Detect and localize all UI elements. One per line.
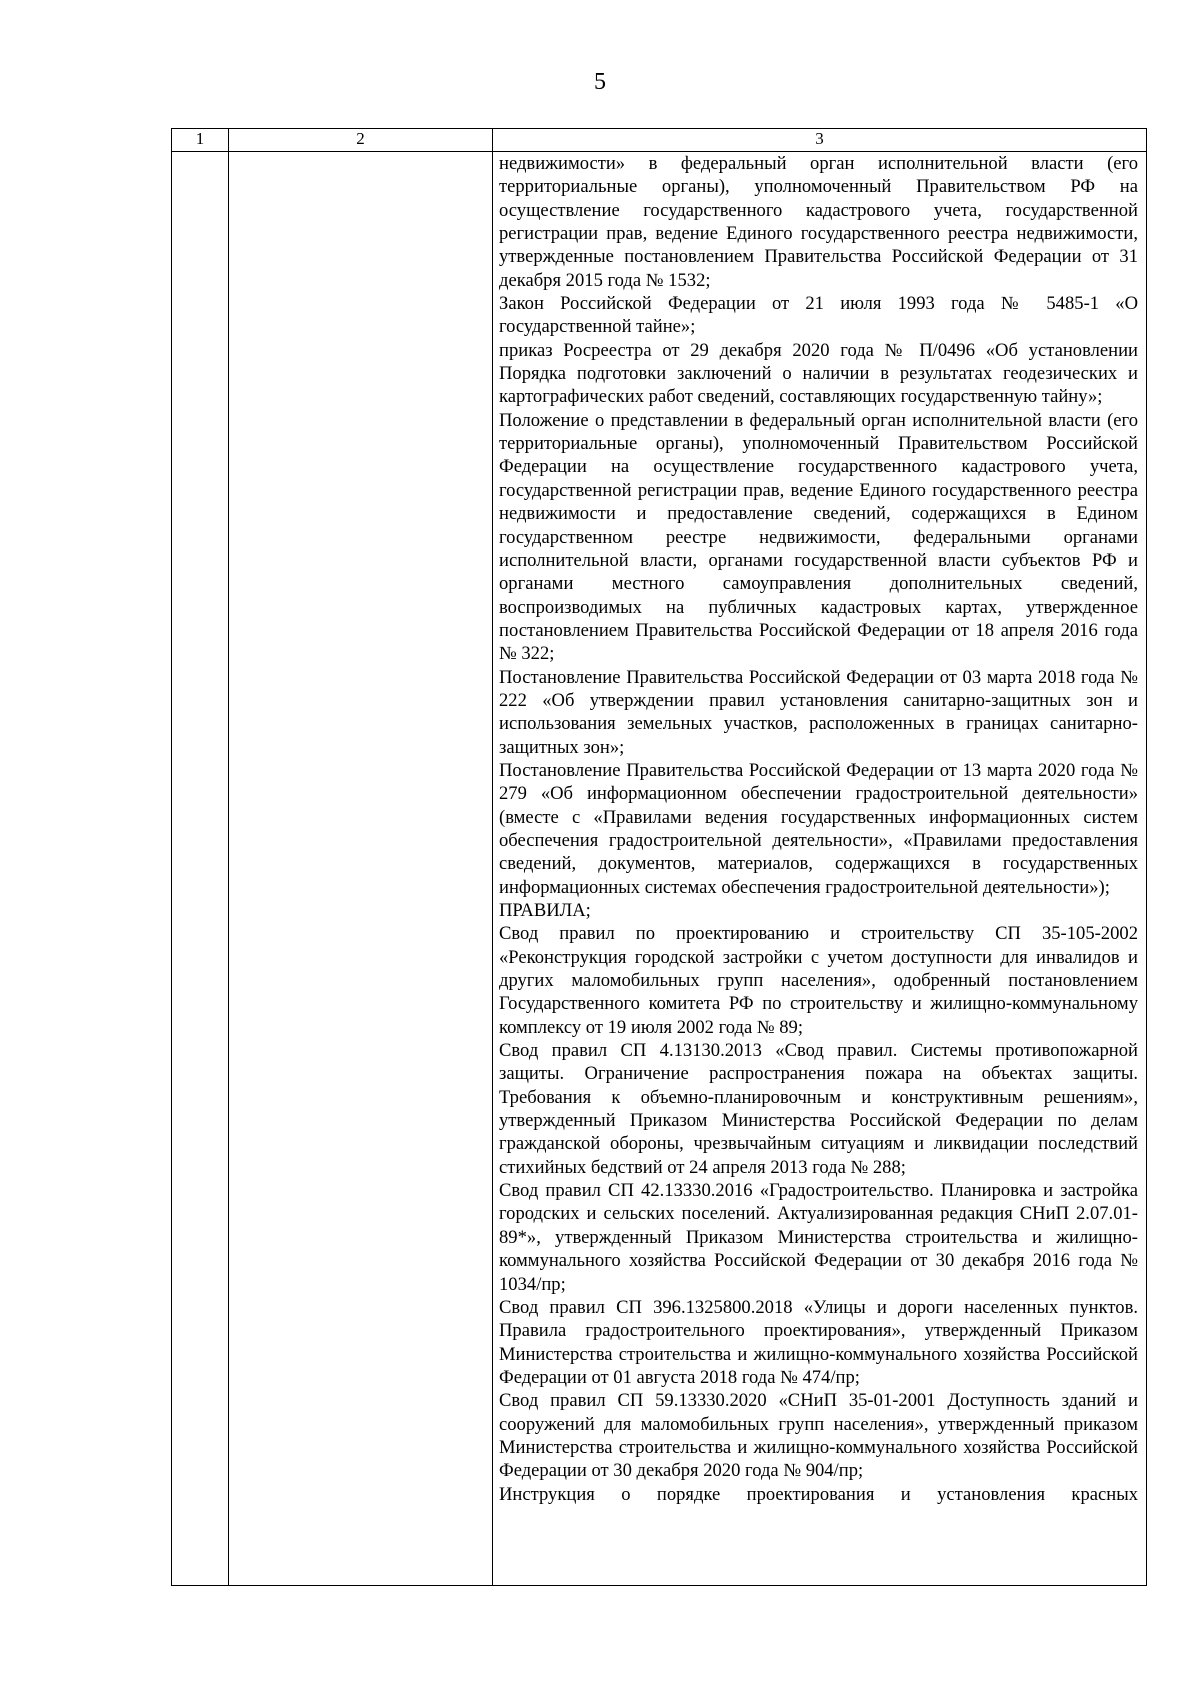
paragraph-rosreestr-order: приказ Росреестра от 29 декабря 2020 года № П/0496 «Об установлении Порядка подготовки заключений о наличии в результатах геодезических и картографических работ сведений, составляющих государственную тайну»; [499, 339, 1138, 408]
page-number: 5 [594, 69, 606, 95]
paragraph-egrn-rules: недвижимости» в федеральный орган исполнительной власти (его территориальные органы), уполномоченный Правительством РФ на осуществление государственного кадастрового учета, государственной регистрации прав, ведение Единого государственного реестра недвижимости, утвержденные постановлением Правительства Российской Федерации от 31 декабря 2015 года № 1532; [499, 153, 1138, 291]
paragraph-sp-35-105-2002: Свод правил по проектированию и строительству СП 35-105-2002 «Реконструкция городской застройки с учетом доступности для инвалидов и других маломобильных групп населения», одобренный постановлением Государственного комитета РФ по строительству и жилищно-коммунальному комплексу от 19 июля 2002 года № 89; [499, 923, 1138, 1038]
paragraph-sp-396-1325800-2018: Свод правил СП 396.1325800.2018 «Улицы и дороги населенных пунктов. Правила градостроительного проектирования», утвержденный Приказом Министерства строительства и жилищно-коммунального хозяйства Российской Федерации от 01 августа 2018 года № 474/пр; [499, 1296, 1138, 1388]
column-header-3: 3 [493, 129, 1147, 152]
paragraph-sanitary-zones-decree: Постановление Правительства Российской Федерации от 03 марта 2018 года № 222 «Об утверждении правил установления санитарно-защитных зон и использования земельных участков, расположенных в границах санитарно-защитных зон»; [499, 666, 1138, 758]
paragraph-state-secret-law: Закон Российской Федерации от 21 июля 1993 года № 5485-1 «О государственной тайне»; [499, 293, 1138, 338]
table-cell-col-3 [493, 152, 1147, 1586]
paragraph-urban-info-decree: Постановление Правительства Российской Федерации от 13 марта 2020 года № 279 «Об информационном обеспечении градостроительной деятельности» (вместе с «Правилами ведения государственных информационных систем обеспечения градостроительной деятельности», «Правилами предоставления сведений, документов, материалов, содержащихся в государственных информационных системах обеспечения градостроительной деятельности»); [499, 759, 1138, 898]
column-header-1: 1 [172, 129, 229, 152]
paragraph-red-lines-instruction: Инструкция о порядке проектирования и установления красных [499, 1483, 1138, 1505]
table-cell-col-2 [229, 152, 493, 1586]
paragraph-rules-heading: ПРАВИЛА; [499, 900, 591, 921]
paragraph-cadastral-maps-regulation: Положение о представлении в федеральный орган исполнительной власти (его территориальные органы), уполномоченный Правительством Российской Федерации на осуществление государственного кадастрового учета, государственной регистрации прав, ведение Единого государственного реестра недвижимости и предоставление сведений, содержащихся в Едином государственном реестре недвижимости, федеральными органами исполнительной власти, органами государственной власти субъектов РФ и органами местного самоуправления дополнительных сведений, воспроизводимых на публичных кадастровых картах, утвержденное постановлением Правительства Российской Федерации от 18 апреля 2016 года № 322; [499, 409, 1138, 665]
regulations-table [171, 128, 1147, 1586]
paragraph-sp-59-13330-2020: Свод правил СП 59.13330.2020 «СНиП 35-01-2001 Доступность зданий и сооружений для маломобильных групп населения», утвержденный приказом Министерства строительства и жилищно-коммунального хозяйства Российской Федерации от 30 декабря 2020 года № 904/пр; [499, 1390, 1138, 1482]
table-row [172, 152, 1147, 1586]
table-cell-col-1 [172, 152, 229, 1586]
table-header-row [172, 129, 1147, 152]
paragraph-sp-42-13330-2016: Свод правил СП 42.13330.2016 «Градостроительство. Планировка и застройка городских и сельских поселений. Актуализированная редакция СНиП 2.07.01-89*», утвержденный Приказом Министерства строительства и жилищно-коммунального хозяйства Российской Федерации от 30 декабря 2016 года № 1034/пр; [499, 1180, 1138, 1295]
column-header-2: 2 [229, 129, 493, 152]
paragraph-sp-4-13130-2013: Свод правил СП 4.13130.2013 «Свод правил. Системы противопожарной защиты. Ограничение распространения пожара на объектах защиты. Требования к объемно-планировочным и конструктивным решениям», утвержденный Приказом Министерства Российской Федерации по делам гражданской обороны, чрезвычайным ситуациям и ликвидации последствий стихийных бедствий от 24 апреля 2013 года № 288; [499, 1040, 1138, 1178]
